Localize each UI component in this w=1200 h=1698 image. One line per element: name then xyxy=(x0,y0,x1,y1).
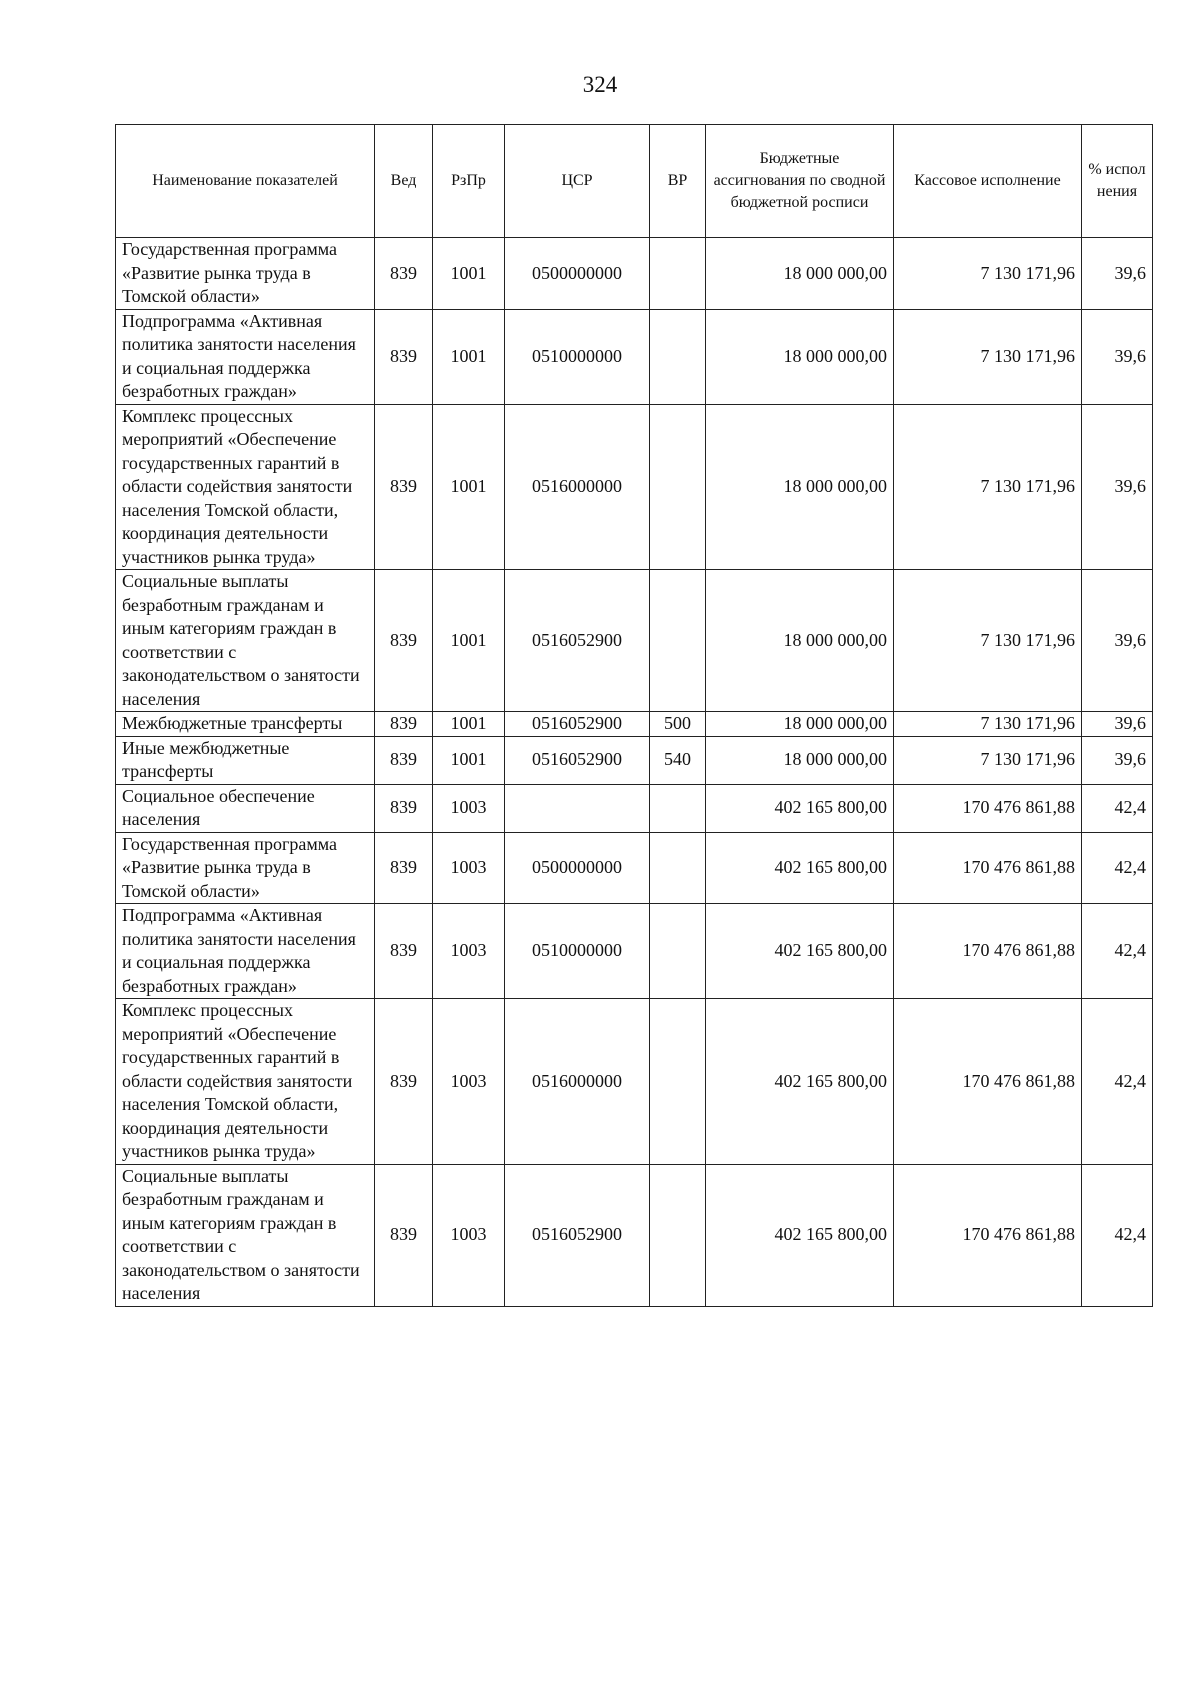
cell-percent: 39,6 xyxy=(1082,570,1153,712)
cell-percent: 42,4 xyxy=(1082,999,1153,1165)
cell-name: Государственная программа «Развитие рынка труда в Томской области» xyxy=(116,832,375,904)
cell-budget: 18 000 000,00 xyxy=(706,309,894,404)
cell-vr xyxy=(650,238,706,310)
cell-ved: 839 xyxy=(375,238,433,310)
cell-vr xyxy=(650,832,706,904)
table-body xyxy=(116,238,1153,1307)
cell-csr: 0500000000 xyxy=(505,238,650,310)
cell-ved: 839 xyxy=(375,736,433,784)
cell-csr: 0516052900 xyxy=(505,570,650,712)
cell-name: Социальное обеспечение населения xyxy=(116,784,375,832)
table-row xyxy=(116,904,1153,999)
cell-rzpr: 1003 xyxy=(433,1164,505,1306)
cell-name: Подпрограмма «Активная политика занятости населения и социальная поддержка безработных граждан» xyxy=(116,309,375,404)
table-row xyxy=(116,832,1153,904)
cell-vr xyxy=(650,404,706,570)
cell-cash: 7 130 171,96 xyxy=(894,309,1082,404)
cell-rzpr: 1001 xyxy=(433,238,505,310)
cell-cash: 7 130 171,96 xyxy=(894,736,1082,784)
cell-cash: 170 476 861,88 xyxy=(894,832,1082,904)
cell-budget: 402 165 800,00 xyxy=(706,784,894,832)
cell-vr xyxy=(650,784,706,832)
cell-budget: 402 165 800,00 xyxy=(706,832,894,904)
cell-ved: 839 xyxy=(375,832,433,904)
cell-vr: 500 xyxy=(650,712,706,737)
cell-percent: 39,6 xyxy=(1082,238,1153,310)
cell-cash: 7 130 171,96 xyxy=(894,570,1082,712)
column-header-name: Наименование показателей xyxy=(116,125,375,238)
table-row xyxy=(116,1164,1153,1306)
cell-budget: 18 000 000,00 xyxy=(706,736,894,784)
cell-csr: 0500000000 xyxy=(505,832,650,904)
cell-vr xyxy=(650,309,706,404)
cell-ved: 839 xyxy=(375,1164,433,1306)
column-header-percent: % испол нения xyxy=(1082,125,1153,238)
cell-percent: 39,6 xyxy=(1082,404,1153,570)
cell-rzpr: 1003 xyxy=(433,999,505,1165)
cell-name: Межбюджетные трансферты xyxy=(116,712,375,737)
table-row xyxy=(116,570,1153,712)
table-row xyxy=(116,999,1153,1165)
cell-percent: 42,4 xyxy=(1082,1164,1153,1306)
column-header-rzpr: РзПр xyxy=(433,125,505,238)
cell-percent: 42,4 xyxy=(1082,832,1153,904)
table-row xyxy=(116,309,1153,404)
table-row xyxy=(116,784,1153,832)
cell-name: Иные межбюджетные трансферты xyxy=(116,736,375,784)
cell-vr xyxy=(650,1164,706,1306)
cell-percent: 39,6 xyxy=(1082,736,1153,784)
cell-rzpr: 1001 xyxy=(433,404,505,570)
cell-ved: 839 xyxy=(375,309,433,404)
cell-csr: 0516000000 xyxy=(505,404,650,570)
cell-csr: 0516052900 xyxy=(505,712,650,737)
cell-vr xyxy=(650,904,706,999)
cell-csr: 0516000000 xyxy=(505,999,650,1165)
table-header-row xyxy=(116,125,1153,238)
cell-budget: 402 165 800,00 xyxy=(706,904,894,999)
column-header-budget: Бюджетные ассигнования по сводной бюджетной росписи xyxy=(706,125,894,238)
cell-ved: 839 xyxy=(375,570,433,712)
cell-name: Социальные выплаты безработным гражданам и иным категориям граждан в соответствии с законодательством о занятости населения xyxy=(116,570,375,712)
cell-budget: 402 165 800,00 xyxy=(706,999,894,1165)
cell-cash: 7 130 171,96 xyxy=(894,712,1082,737)
cell-rzpr: 1003 xyxy=(433,784,505,832)
cell-budget: 402 165 800,00 xyxy=(706,1164,894,1306)
cell-ved: 839 xyxy=(375,904,433,999)
cell-cash: 170 476 861,88 xyxy=(894,999,1082,1165)
cell-vr xyxy=(650,570,706,712)
column-header-csr: ЦСР xyxy=(505,125,650,238)
cell-cash: 170 476 861,88 xyxy=(894,904,1082,999)
budget-table xyxy=(115,124,1153,1307)
cell-percent: 39,6 xyxy=(1082,712,1153,737)
column-header-cash: Кассовое исполнение xyxy=(894,125,1082,238)
cell-name: Социальные выплаты безработным гражданам и иным категориям граждан в соответствии с законодательством о занятости населения xyxy=(116,1164,375,1306)
cell-name: Комплекс процессных мероприятий «Обеспечение государственных гарантий в области содействия занятости населения Томской области, координация деятельности участников рынка труда» xyxy=(116,404,375,570)
cell-budget: 18 000 000,00 xyxy=(706,712,894,737)
cell-rzpr: 1003 xyxy=(433,832,505,904)
cell-cash: 7 130 171,96 xyxy=(894,404,1082,570)
cell-ved: 839 xyxy=(375,784,433,832)
cell-name: Комплекс процессных мероприятий «Обеспечение государственных гарантий в области содействия занятости населения Томской области, координация деятельности участников рынка труда» xyxy=(116,999,375,1165)
cell-percent: 39,6 xyxy=(1082,309,1153,404)
cell-rzpr: 1003 xyxy=(433,904,505,999)
cell-cash: 7 130 171,96 xyxy=(894,238,1082,310)
cell-rzpr: 1001 xyxy=(433,309,505,404)
cell-cash: 170 476 861,88 xyxy=(894,784,1082,832)
cell-budget: 18 000 000,00 xyxy=(706,238,894,310)
column-header-ved: Вед xyxy=(375,125,433,238)
cell-rzpr: 1001 xyxy=(433,570,505,712)
table-row xyxy=(116,712,1153,737)
cell-ved: 839 xyxy=(375,999,433,1165)
cell-csr: 0516052900 xyxy=(505,1164,650,1306)
cell-ved: 839 xyxy=(375,404,433,570)
cell-vr xyxy=(650,999,706,1165)
table-row xyxy=(116,404,1153,570)
cell-csr: 0510000000 xyxy=(505,309,650,404)
cell-name: Подпрограмма «Активная политика занятости населения и социальная поддержка безработных граждан» xyxy=(116,904,375,999)
cell-percent: 42,4 xyxy=(1082,904,1153,999)
cell-budget: 18 000 000,00 xyxy=(706,570,894,712)
page-number: 324 xyxy=(582,72,618,97)
cell-vr: 540 xyxy=(650,736,706,784)
cell-csr: 0510000000 xyxy=(505,904,650,999)
cell-cash: 170 476 861,88 xyxy=(894,1164,1082,1306)
cell-percent: 42,4 xyxy=(1082,784,1153,832)
table-row xyxy=(116,238,1153,310)
cell-rzpr: 1001 xyxy=(433,712,505,737)
table-row xyxy=(116,736,1153,784)
cell-rzpr: 1001 xyxy=(433,736,505,784)
cell-csr: 0516052900 xyxy=(505,736,650,784)
cell-budget: 18 000 000,00 xyxy=(706,404,894,570)
cell-csr xyxy=(505,784,650,832)
cell-name: Государственная программа «Развитие рынка труда в Томской области» xyxy=(116,238,375,310)
cell-ved: 839 xyxy=(375,712,433,737)
column-header-vr: ВР xyxy=(650,125,706,238)
